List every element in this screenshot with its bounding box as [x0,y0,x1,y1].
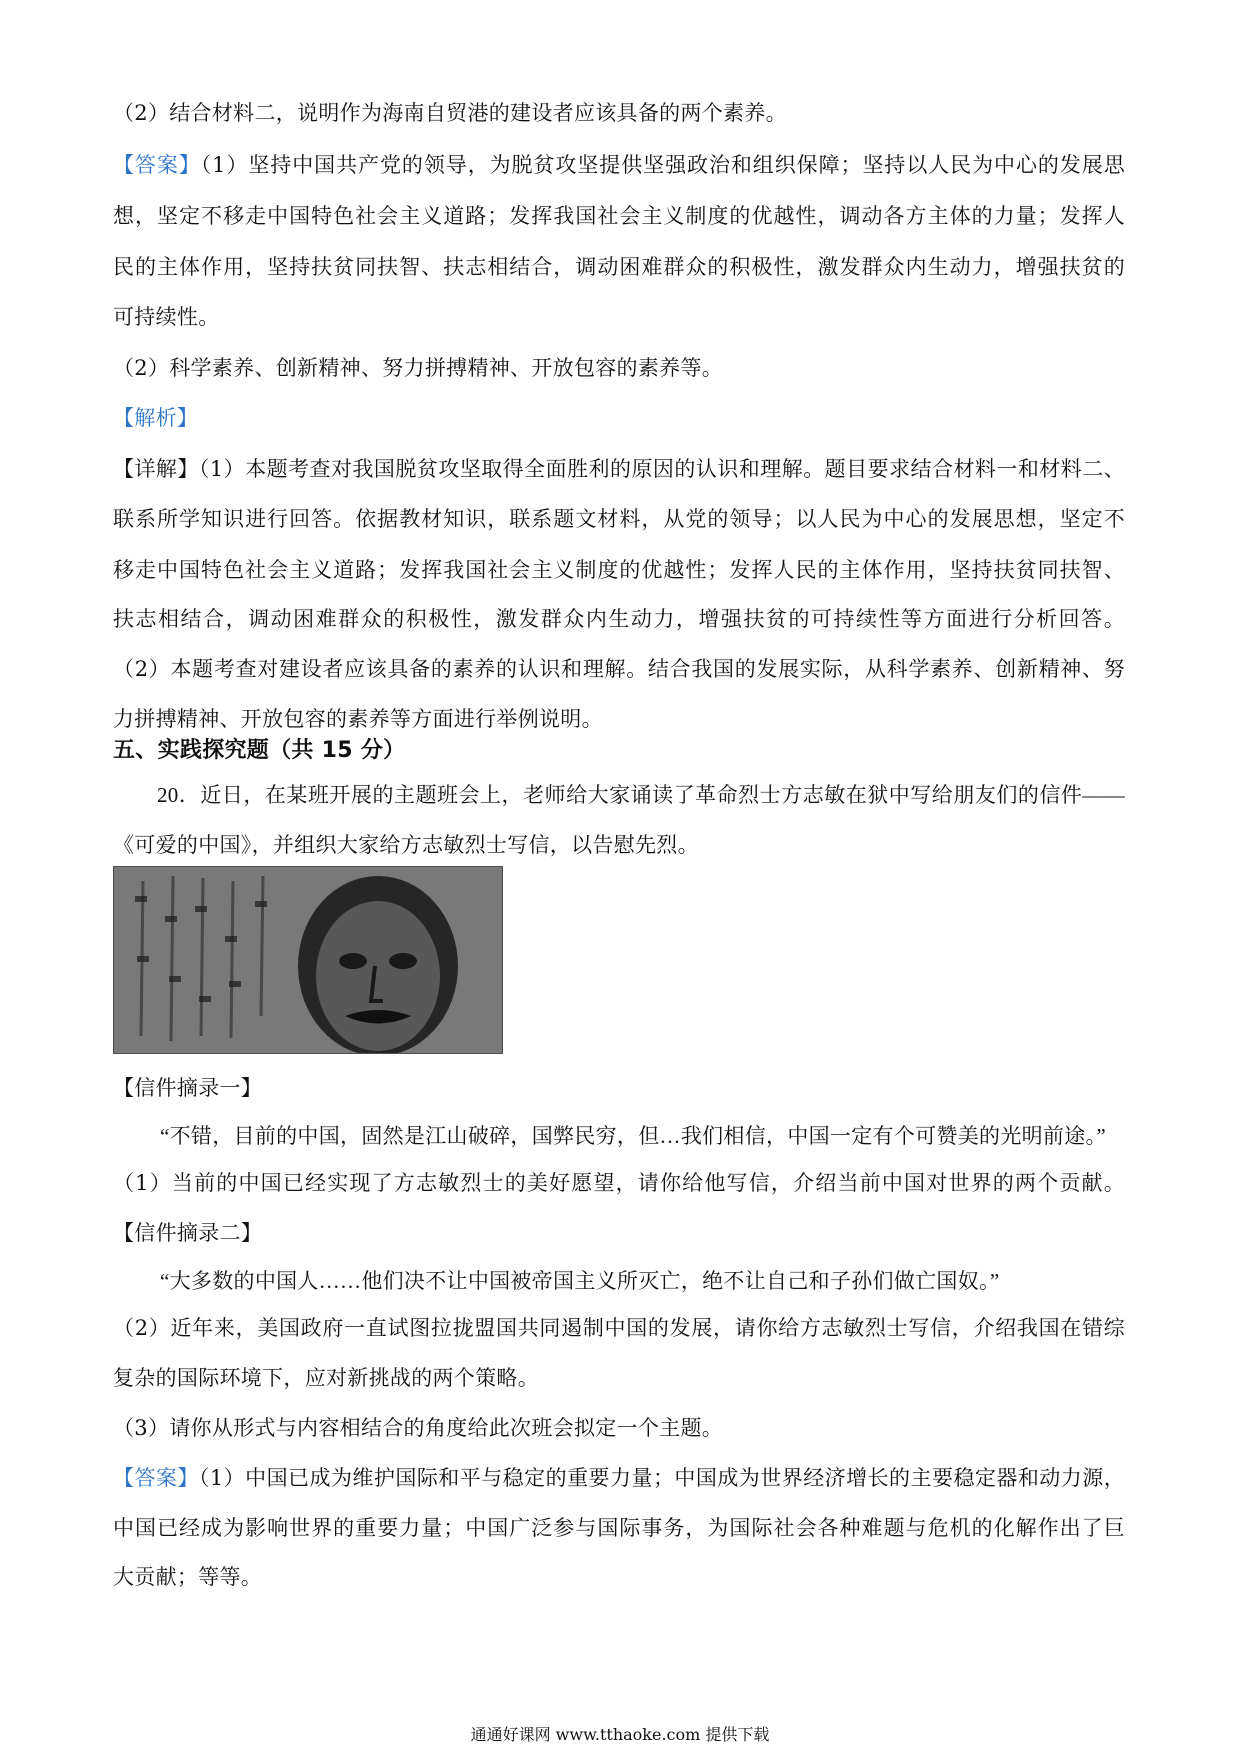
answer-tag-2: 【答案】 [113,1466,199,1490]
answer-line-4: 可持续性。 [113,305,220,329]
page-footer: 通通好课网 www.tthaoke.com 提供下载 [470,1725,770,1744]
letter-excerpt-1-label: 【信件摘录一】 [113,1076,263,1100]
question-20-line-1: 20．近日，在某班开展的主题班会上，老师给大家诵读了革命烈士方志敏在狱中写给朋友们的信件—— [157,783,1125,807]
detail-line-6: 力拼搏精神、开放包容的素养等方面进行举例说明。 [113,707,603,731]
question-2-prompt: （2）结合材料二，说明作为海南自贸港的建设者应该具备的两个素养。 [113,101,787,125]
letter-portrait-image [113,866,503,1054]
answer-line-2: 想，坚定不移走中国特色社会主义道路；发挥我国社会主义制度的优越性，调动各方主体的力量；发挥人 [113,204,1125,228]
detail-line-5: （2）本题考查对建设者应该具备的素养的认识和理解。结合我国的发展实际，从科学素养、创新精神、努 [113,657,1125,681]
answer-line-3: 民的主体作用，坚持扶贫同扶智、扶志相结合，调动困难群众的积极性，激发群众内生动力，增强扶贫的 [113,255,1125,279]
letter-excerpt-2-label: 【信件摘录二】 [113,1221,263,1245]
detail-line-1: 【详解】（1）本题考查对我国脱贫攻坚取得全面胜利的原因的认识和理解。题目要求结合材料一和材料二、 [113,457,1125,481]
answer-tag: 【答案】 [113,153,201,177]
analysis-tag: 【解析】 [113,406,199,430]
answer-line-5: （2）科学素养、创新精神、努力拼搏精神、开放包容的素养等。 [113,356,724,380]
portrait-illustration [113,866,503,1054]
letter-excerpt-1-quote: “不错，目前的中国，固然是江山破碎，国弊民穷，但…我们相信，中国一定有个可赞美的光明前途。” [160,1124,1106,1148]
answer-20-line-1: 【答案】（1）中国已成为维护国际和平与稳定的重要力量；中国成为世界经济增长的主要稳定器和动力源， [113,1466,1125,1490]
answer-20-line-3: 大贡献；等等。 [113,1565,263,1589]
detail-line-4: 扶志相结合，调动困难群众的积极性，激发群众内生动力，增强扶贫的可持续性等方面进行分析回答。 [113,607,1125,631]
section-heading: 五、实践探究题（共 15 分） [113,738,406,763]
answer-line-1: 【答案】（1）坚持中国共产党的领导，为脱贫攻坚提供坚强政治和组织保障；坚持以人民为中心的发展思 [113,153,1125,177]
answer-20-line-2: 中国已经成为影响世界的重要力量；中国广泛参与国际事务，为国际社会各种难题与危机的化解作出了巨 [113,1516,1125,1540]
analysis-tag-line [113,403,1125,433]
question-20-1: （1）当前的中国已经实现了方志敏烈士的美好愿望，请你给他写信，介绍当前中国对世界的两个贡献。 [113,1171,1125,1195]
question-20-2-line-1: （2）近年来，美国政府一直试图拉拢盟国共同遏制中国的发展，请你给方志敏烈士写信，介绍我国在错综 [113,1316,1125,1340]
question-20-3: （3）请你从形式与内容相结合的角度给此次班会拟定一个主题。 [113,1416,724,1440]
letter-excerpt-2-quote: “大多数的中国人……他们决不让中国被帝国主义所灭亡，绝不让自己和子孙们做亡国奴。” [160,1269,1000,1293]
question-20-2-line-2: 复杂的国际环境下，应对新挑战的两个策略。 [113,1366,539,1390]
question-20-line-2: 《可爱的中国》，并组织大家给方志敏烈士写信，以告慰先烈。 [113,833,699,857]
detail-line-3: 移走中国特色社会主义道路；发挥我国社会主义制度的优越性；发挥人民的主体作用，坚持扶贫同扶智、 [113,558,1125,582]
detail-line-2: 联系所学知识进行回答。依据教材知识，联系题文材料，从党的领导；以人民为中心的发展思想，坚定不 [113,507,1125,531]
